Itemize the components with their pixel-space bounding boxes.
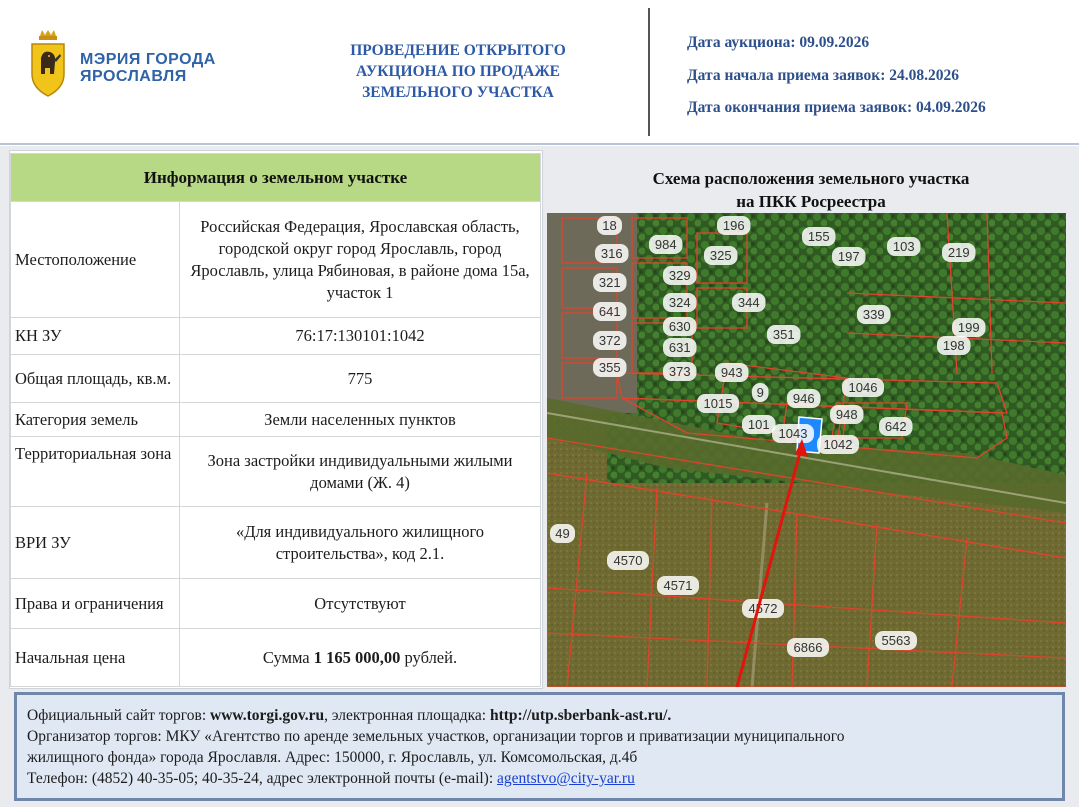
- row-label-category: Категория земель: [11, 403, 180, 437]
- row-value-area: 775: [180, 355, 541, 403]
- parcel-label-1043: [772, 424, 814, 443]
- svg-text:18: 18: [602, 218, 617, 233]
- svg-text:948: 948: [835, 407, 858, 422]
- svg-text:4570: 4570: [613, 553, 643, 568]
- parcel-label-373: [663, 362, 697, 381]
- row-label-rights: Права и ограничения: [11, 579, 180, 629]
- svg-text:103: 103: [892, 239, 915, 254]
- table-row: [11, 579, 541, 629]
- parcel-label-155: [802, 227, 836, 246]
- svg-text:325: 325: [709, 248, 732, 263]
- row-value-location: Российская Федерация, Ярославская область, городской округ город Ярославль, город Ярославль, улица Рябиновая, в районе дома 15а, участок 1: [180, 202, 541, 318]
- title-line-2: АУКЦИОНА ПО ПРОДАЖЕ: [356, 63, 560, 80]
- parcel-label-324: [663, 293, 697, 312]
- header-rule: [0, 143, 1079, 145]
- parcel-label-984: [649, 235, 683, 254]
- page-title: [318, 40, 598, 103]
- scheme-title-line-2: на ПКК Росреестра: [736, 192, 886, 211]
- parcel-label-943: [715, 363, 749, 382]
- table-row: [11, 318, 541, 355]
- auction-dates: [687, 34, 986, 132]
- svg-text:984: 984: [654, 237, 677, 252]
- row-label-permitted-use: ВРИ ЗУ: [11, 507, 180, 579]
- svg-text:344: 344: [737, 295, 760, 310]
- price-suffix: рублей.: [400, 647, 458, 667]
- parcel-label-351: [767, 325, 801, 344]
- scheme-title: [545, 167, 1077, 213]
- site-label: Официальный сайт торгов:: [27, 707, 211, 724]
- parcel-label-1046: [842, 378, 884, 397]
- parcel-label-355: [593, 358, 627, 377]
- logo-line-2: ЯРОСЛАВЛЯ: [80, 68, 187, 85]
- row-label-area: Общая площадь, кв.м.: [11, 355, 180, 403]
- parcel-label-199: [952, 318, 986, 337]
- parcel-label-631: [663, 338, 697, 357]
- table-row: [11, 437, 541, 507]
- svg-text:49: 49: [555, 526, 570, 541]
- phone-text: Телефон: (4852) 40-35-05; 40-35-24, адрес электронной почты (e-mail):: [27, 770, 498, 787]
- row-value-cadastral: 76:17:130101:1042: [180, 318, 541, 355]
- platform-link[interactable]: http://utp.sberbank-ast.ru/.: [489, 707, 672, 724]
- svg-text:199: 199: [957, 320, 980, 335]
- applications-start-date: Дата начала приема заявок: 24.08.2026: [687, 66, 959, 84]
- parcel-label-641: [593, 302, 627, 321]
- row-value-price: [180, 629, 541, 687]
- contact-footer: [14, 692, 1065, 801]
- svg-text:372: 372: [598, 333, 621, 348]
- auction-date: Дата аукциона: 09.09.2026: [687, 34, 870, 51]
- parcel-label-197: [832, 247, 866, 266]
- land-info-table: [10, 153, 541, 687]
- organizer-line-1: Организатор торгов: МКУ «Агентство по аренде земельных участков, организации торгов и приватизации муниципального: [27, 728, 845, 745]
- parcel-label-1015: [697, 394, 739, 413]
- title-line-1: ПРОВЕДЕНИЕ ОТКРЫТОГО: [350, 42, 566, 59]
- table-row: [11, 629, 541, 687]
- parcel-label-946: [787, 389, 821, 408]
- parcel-label-948: [830, 405, 864, 424]
- footer-line-sites: [27, 705, 844, 726]
- svg-text:641: 641: [598, 304, 621, 319]
- svg-text:1015: 1015: [703, 396, 733, 411]
- map-image: [547, 213, 1066, 687]
- row-value-permitted-use: «Для индивидуального жилищного строительства», код 2.1.: [180, 507, 541, 579]
- organizer-line-2: жилищного фонда» города Ярославля. Адрес: 150000, г. Ярославль, ул. Комсомольская, д.4б: [27, 749, 638, 766]
- parcel-label-344: [732, 293, 766, 312]
- svg-text:943: 943: [720, 365, 743, 380]
- parcel-label-4570: [607, 551, 649, 570]
- cadastral-map[interactable]: [547, 213, 1066, 687]
- coat-of-arms-icon: [28, 30, 68, 98]
- price-prefix: Сумма: [262, 647, 314, 667]
- svg-text:373: 373: [668, 364, 691, 379]
- parcel-label-5563: [875, 631, 917, 650]
- table-title: Информация о земельном участке: [11, 154, 541, 202]
- city-logo: [28, 30, 238, 100]
- table-row: [11, 403, 541, 437]
- email-link[interactable]: agentstvo@city-yar.ru: [497, 770, 635, 787]
- svg-text:198: 198: [942, 338, 965, 353]
- parcel-label-18: [597, 216, 622, 235]
- svg-text:155: 155: [807, 229, 830, 244]
- parcel-label-329: [663, 266, 697, 285]
- svg-text:642: 642: [884, 419, 907, 434]
- svg-text:219: 219: [947, 245, 970, 260]
- table-row: [11, 355, 541, 403]
- parcel-label-4571: [657, 576, 699, 595]
- table-row: [11, 202, 541, 318]
- applications-end-date: Дата окончания приема заявок: 04.09.2026: [687, 99, 986, 116]
- row-label-cadastral: КН ЗУ: [11, 318, 180, 355]
- header-divider: [648, 8, 650, 136]
- parcel-label-321: [593, 273, 627, 292]
- svg-text:4571: 4571: [663, 578, 693, 593]
- svg-text:101: 101: [747, 417, 770, 432]
- title-line-3: ЗЕМЕЛЬНОГО УЧАСТКА: [362, 84, 554, 101]
- parcel-label-103: [887, 237, 921, 256]
- row-label-price: Начальная цена: [11, 629, 180, 687]
- svg-text:351: 351: [772, 327, 795, 342]
- row-value-category: Земли населенных пунктов: [180, 403, 541, 437]
- row-label-zone: Территориальная зона: [11, 437, 180, 507]
- parcel-label-4572: [742, 599, 784, 618]
- svg-text:321: 321: [598, 275, 621, 290]
- parcel-label-101: [742, 415, 776, 434]
- svg-text:355: 355: [598, 360, 621, 375]
- parcel-label-198: [937, 336, 971, 355]
- scheme-title-line-1: Схема расположения земельного участка: [652, 169, 970, 188]
- svg-text:1043: 1043: [778, 426, 808, 441]
- footer-line-contacts: [27, 768, 844, 789]
- parcel-label-49: [550, 524, 575, 543]
- parcel-label-219: [942, 243, 976, 262]
- svg-text:316: 316: [600, 246, 623, 261]
- svg-text:631: 631: [668, 340, 691, 355]
- platform-label: , электронная площадка:: [324, 707, 490, 724]
- svg-text:1042: 1042: [823, 437, 853, 452]
- logo-line-1: МЭРИЯ ГОРОДА: [80, 51, 216, 68]
- svg-text:4572: 4572: [748, 601, 778, 616]
- svg-text:9: 9: [756, 385, 764, 400]
- parcel-label-1042: [817, 435, 859, 454]
- parcel-label-630: [663, 317, 697, 336]
- svg-text:1046: 1046: [848, 380, 878, 395]
- row-label-location: Местоположение: [11, 202, 180, 318]
- svg-text:339: 339: [862, 307, 885, 322]
- parcel-label-196: [717, 216, 751, 235]
- parcel-label-642: [879, 417, 913, 436]
- svg-text:324: 324: [668, 295, 691, 310]
- svg-text:197: 197: [837, 249, 860, 264]
- parcel-label-325: [704, 246, 738, 265]
- row-value-rights: Отсутствуют: [180, 579, 541, 629]
- price-amount: 1 165 000,00: [313, 647, 401, 667]
- row-value-zone: Зона застройки индивидуальными жилыми домами (Ж. 4): [180, 437, 541, 507]
- svg-text:6866: 6866: [793, 640, 823, 655]
- table-row: [11, 507, 541, 579]
- svg-text:946: 946: [792, 391, 815, 406]
- parcel-label-339: [857, 305, 891, 324]
- parcel-label-6866: [787, 638, 829, 657]
- parcel-label-372: [593, 331, 627, 350]
- svg-text:5563: 5563: [881, 633, 911, 648]
- parcel-label-9: [752, 383, 769, 402]
- svg-text:196: 196: [722, 218, 745, 233]
- parcel-label-316: [595, 244, 629, 263]
- svg-text:329: 329: [668, 268, 691, 283]
- header: [0, 0, 1079, 143]
- svg-text:630: 630: [668, 319, 691, 334]
- torgi-site-link[interactable]: www.torgi.gov.ru: [210, 707, 325, 724]
